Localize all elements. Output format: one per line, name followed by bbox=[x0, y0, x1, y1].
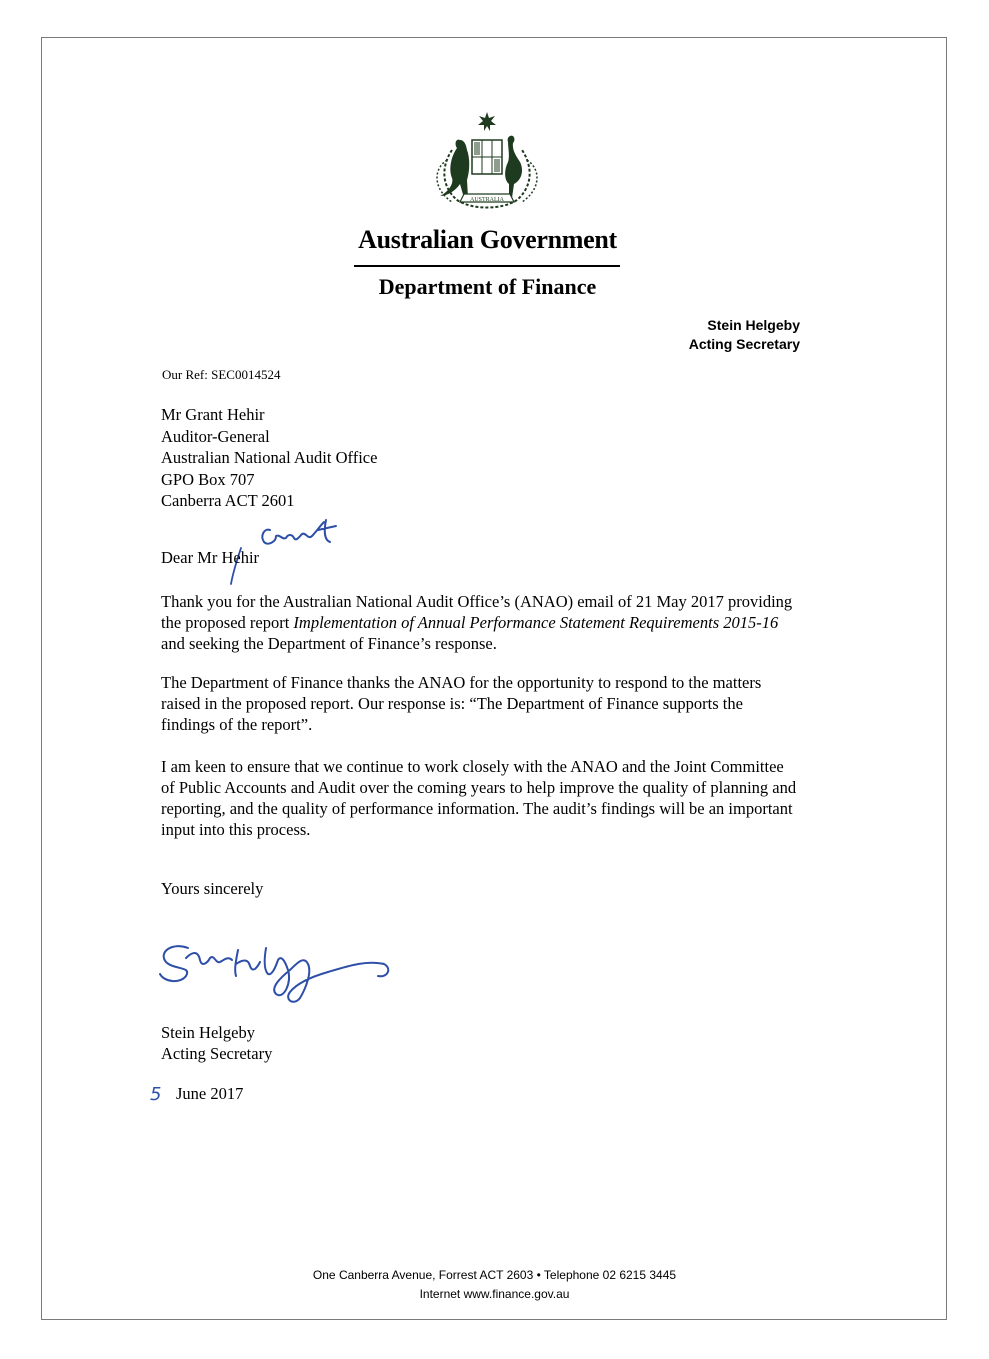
body-paragraph-2: The Department of Finance thanks the ANAO for the opportunity to respond to the matters raised in the proposed report. Our response is: “The Department of Finance supports the findings of the report”. bbox=[161, 673, 762, 734]
signatory-block bbox=[161, 1022, 272, 1064]
p1-text-end: and seeking the Department of Finance’s response. bbox=[161, 634, 497, 653]
footer-address: One Canberra Avenue, Forrest ACT 2603 • Telephone 02 6215 3445 bbox=[312, 1268, 677, 1282]
salutation: Dear Mr Hehir bbox=[161, 548, 260, 567]
address-line: Canberra ACT 2601 bbox=[161, 491, 295, 510]
report-title: Implementation of Annual Performance Statement Requirements 2015-16 bbox=[293, 613, 779, 632]
department-title: Department of Finance bbox=[378, 274, 597, 299]
address-line: Auditor-General bbox=[161, 426, 270, 446]
date-day-handwritten: 5 bbox=[150, 1084, 162, 1105]
address-line: GPO Box 707 bbox=[161, 469, 255, 489]
letterhead-divider bbox=[354, 265, 620, 267]
address-line: Australian National Audit Office bbox=[161, 448, 378, 467]
signatory-title: Acting Secretary bbox=[161, 1044, 273, 1063]
coat-of-arms-icon bbox=[412, 110, 562, 222]
recipient-address bbox=[161, 404, 377, 512]
address-line: Mr Grant Hehir bbox=[161, 405, 265, 424]
body-paragraph-1 bbox=[161, 591, 801, 654]
closing: Yours sincerely bbox=[161, 879, 264, 898]
sender-title: Acting Secretary bbox=[688, 336, 800, 352]
signature-image bbox=[152, 930, 452, 1010]
government-title: Australian Government bbox=[358, 225, 617, 254]
svg-text:AUSTRALIA: AUSTRALIA bbox=[470, 197, 504, 203]
reference-number: Our Ref: SEC0014524 bbox=[162, 367, 281, 382]
sender-block bbox=[689, 316, 800, 354]
sender-name: Stein Helgeby bbox=[707, 317, 800, 333]
p1-text-start: Thank you for the Australian National Audit Office’s (ANAO) email of 21 May 2017 providing the proposed report bbox=[161, 592, 793, 632]
date-line: June 2017 bbox=[176, 1084, 244, 1103]
footer-website: Internet www.finance.gov.au bbox=[419, 1287, 570, 1301]
body-paragraph-3: I am keen to ensure that we continue to work closely with the ANAO and the Joint Committee of Public Accounts and Audit over the coming years to help improve the quality of planning and reporting, and the quality of performance information. The audit’s findings will be an important input into this process. bbox=[161, 757, 797, 839]
handwritten-first-name bbox=[252, 512, 352, 552]
signatory-name: Stein Helgeby bbox=[161, 1023, 255, 1042]
